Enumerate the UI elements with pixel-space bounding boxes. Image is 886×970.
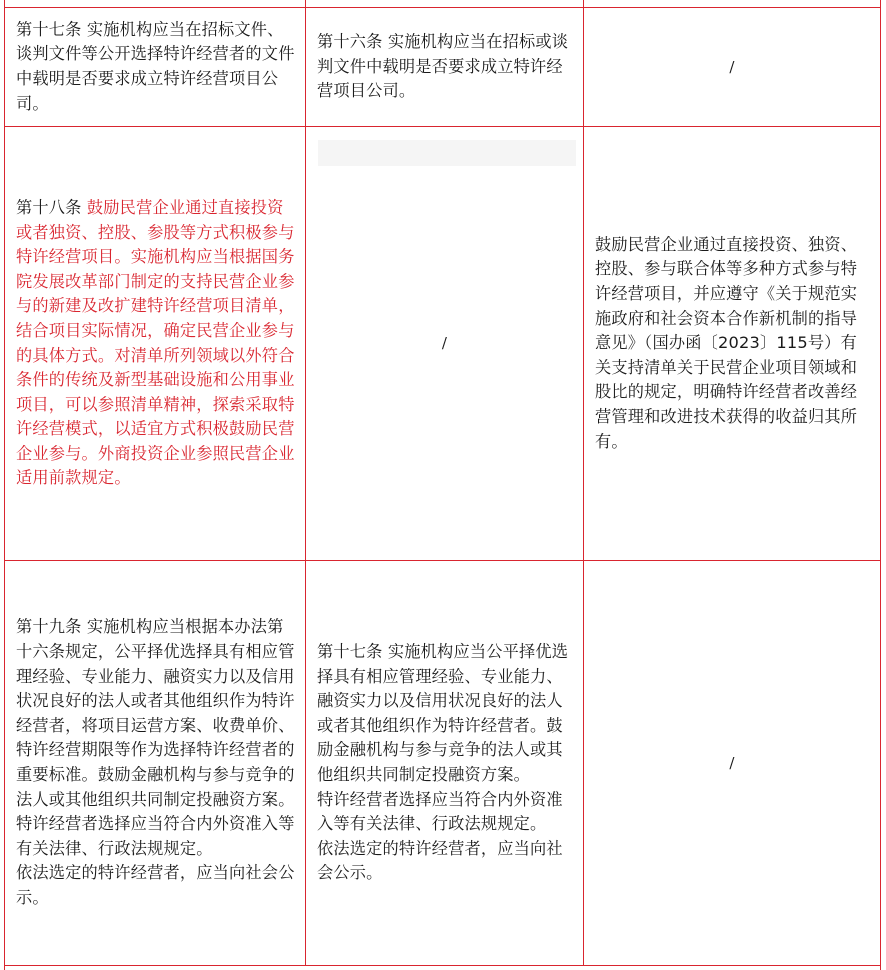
article-text: 第十九条 实施机构应当根据本办法第十六条规定，公平择优选择具有相应管理经验、专业能力、融资实力以及信用状况良好的法人或者其他组织作为特许经营者，将项目运营方案、收费单价、特许经营期限等作为选择特许经营者的重要标准。鼓励金融机构与参与竞争的法人或其他组织共同制定投融资方案。 [16, 617, 295, 809]
empty-marker: / [729, 753, 735, 772]
article-text: 依法选定的特许经营者，应当向社会公示。 [317, 838, 563, 883]
table-border-bottom [4, 965, 881, 966]
article-text: 特许经营者选择应当符合内外资准入等有关法律、行政法规规定。 [317, 789, 563, 834]
highlighted-article-text: 鼓励民营企业通过直接投资或者独资、控股、参股等方式积极参与特许经营项目。实施机构应当根据国务院发展改革部门制定的支持民营企业参与的新建及改扩建特许经营项目清单，结合项目实际情况，确定民营企业参与的具体方式。对清单所列领域以外符合条件的传统及新型基础设施和公用事业项目，可以参照清单精神，探索采取特许经营模式，以适宜方式积极鼓励民营企业参与。外商投资企业参照民营企业适用前款规定。 [16, 197, 295, 488]
table-cell-row2-col3 [584, 127, 880, 560]
table-cell-row1-col2 [306, 8, 583, 126]
table-cell-row3-col3 [584, 561, 880, 965]
article-text: 第十七条 实施机构应当在招标文件、谈判文件等公开选择特许经营者的文件中载明是否要求成立特许经营项目公司。 [16, 19, 295, 113]
article-text: 依法选定的特许经营者，应当向社会公示。 [16, 863, 295, 907]
table-cell-row2-col1 [5, 127, 305, 560]
empty-marker: / [441, 334, 448, 353]
remark-text: 鼓励民营企业通过直接投资、独资、控股、参与联合体等多种方式参与特许经营项目，并应遵守《关于规范实施政府和社会资本合作新机制的指导意见》（国办函〔2023〕115号）有关支持清单关于民营企业项目领域和股比的规定，明确特许经营者改善经营管理和改进技术获得的收益归其所有。 [595, 234, 858, 451]
table-cell-row1-col1 [5, 8, 305, 126]
article-text: 第十六条 实施机构应当在招标或谈判文件中载明是否要求成立特许经营项目公司。 [317, 32, 569, 101]
empty-marker: / [729, 57, 735, 76]
table-cell-row3-col1 [5, 561, 305, 965]
table-cell-row2-col2 [306, 127, 583, 560]
article-text [16, 196, 295, 491]
table-border-right [880, 0, 881, 970]
article-text: 第十七条 实施机构应当公平择优选择具有相应管理经验、专业能力、融资实力以及信用状况良好的法人或者其他组织作为特许经营者。鼓励金融机构与参与竞争的法人或其他组织共同制定投融资方案。 [317, 642, 569, 784]
table-cell-row3-col2 [306, 561, 583, 965]
article-text: 特许经营者选择应当符合内外资准入等有关法律、行政法规规定。 [16, 814, 295, 858]
article-number: 第十八条 [16, 197, 87, 217]
table-cell-row1-col3 [584, 8, 880, 126]
